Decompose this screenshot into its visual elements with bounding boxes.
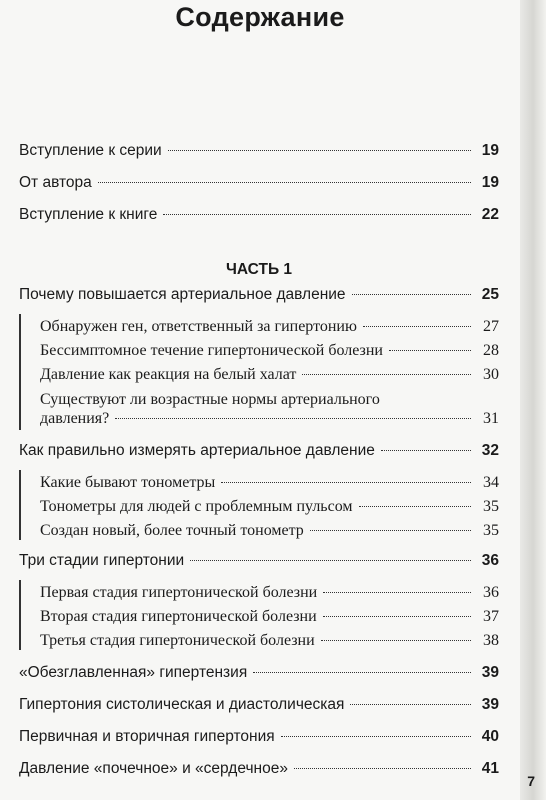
toc-entry-page: 30 [483, 366, 499, 383]
dot-leader [190, 560, 471, 561]
toc-subentry[interactable] [19, 318, 499, 342]
toc-entry-label-line1: Существуют ли возрастные нормы артериального [40, 391, 380, 408]
dot-leader [221, 482, 471, 483]
page-number: 7 [527, 773, 535, 789]
toc-entry-page: 19 [481, 142, 499, 159]
toc-entry-label: Бессимптомное течение гипертонической болезни [40, 342, 383, 359]
dot-leader [321, 640, 471, 641]
toc-entry-line2 [40, 410, 499, 434]
toc-entry-label: Тонометры для людей с проблемным пульсом [40, 498, 353, 515]
toc-entry-page: 28 [483, 342, 499, 359]
toc-section-7[interactable] [19, 760, 499, 792]
toc-entry-page: 36 [481, 552, 499, 569]
page-edge-shadow [520, 0, 546, 800]
toc-entry-page: 19 [481, 174, 499, 191]
toc-subentry[interactable] [19, 474, 499, 498]
toc-subentry-multiline[interactable] [19, 390, 499, 436]
toc-entry-label: Три стадии гипертонии [19, 552, 185, 569]
toc-entry-label: Вступление к книге [19, 206, 158, 223]
toc-section-5[interactable] [19, 696, 499, 728]
toc-entry-label: Гипертония систолическая и диастолическая [19, 696, 345, 713]
dot-leader [352, 294, 471, 295]
toc-entry-page: 22 [481, 206, 499, 223]
dot-leader [350, 704, 471, 705]
toc-section-3[interactable] [19, 552, 499, 584]
toc-section-group [19, 442, 499, 546]
toc-entry-page: 31 [483, 410, 499, 427]
dot-leader [168, 150, 471, 151]
toc-entry-label: «Обезглавленная» гипертензия [19, 664, 248, 681]
dot-leader [281, 736, 471, 737]
toc-subentry[interactable] [19, 342, 499, 366]
toc-section-2[interactable] [19, 442, 499, 474]
toc-section-group [19, 286, 499, 436]
toc-entry-intro-book[interactable] [19, 206, 499, 238]
toc-entry-label: Почему повышается артериальное давление [19, 286, 346, 303]
dot-leader [294, 768, 471, 769]
toc-subentry[interactable] [19, 366, 499, 390]
toc-section-1[interactable] [19, 286, 499, 318]
toc-entry-page: 39 [481, 664, 499, 681]
toc-subentry[interactable] [19, 584, 499, 608]
toc-subentry[interactable] [19, 608, 499, 632]
toc-entry-label: Как правильно измерять артериальное давление [19, 442, 375, 459]
toc-entry-label: Создан новый, более точный тонометр [40, 522, 304, 539]
toc-entry-label: Третья стадия гипертонической болезни [40, 632, 315, 649]
toc-entry-page: 41 [481, 760, 499, 777]
dot-leader [359, 506, 471, 507]
toc-entry-page: 37 [483, 608, 499, 625]
toc-entry-intro-series[interactable] [19, 142, 499, 174]
toc-entry-page: 34 [483, 474, 499, 491]
dot-leader [310, 530, 471, 531]
dot-leader [98, 182, 471, 183]
toc-entry-label: Первая стадия гипертонической болезни [40, 584, 318, 601]
toc-entry-page: 35 [483, 522, 499, 539]
table-of-contents [19, 142, 499, 792]
dot-leader [323, 616, 471, 617]
toc-entry-from-author[interactable] [19, 174, 499, 206]
toc-entry-page: 35 [483, 498, 499, 515]
dot-leader [381, 450, 471, 451]
toc-section-4[interactable] [19, 664, 499, 696]
dot-leader [253, 672, 471, 673]
toc-entry-page: 39 [481, 696, 499, 713]
spacer [19, 238, 499, 254]
toc-entry-page: 38 [483, 632, 499, 649]
toc-entry-page: 36 [483, 584, 499, 601]
toc-entry-label-line2: давления? [40, 410, 110, 427]
dot-leader [363, 326, 471, 327]
dot-leader [323, 592, 471, 593]
toc-section-group [19, 552, 499, 656]
toc-entry-page: 32 [481, 442, 499, 459]
toc-entry-page: 25 [481, 286, 499, 303]
part-heading: ЧАСТЬ 1 [225, 261, 293, 278]
toc-entry-label: От автора [19, 174, 92, 191]
dot-leader [115, 418, 471, 419]
toc-entry-label: Вступление к серии [19, 142, 162, 159]
toc-entry-label: Обнаружен ген, ответственный за гипертонию [40, 318, 357, 335]
toc-entry-label: Давление «почечное» и «сердечное» [19, 760, 288, 777]
toc-entry-label: Давление как реакция на белый халат [40, 366, 297, 383]
toc-subentry[interactable] [19, 522, 499, 546]
page-title: Содержание [175, 2, 345, 32]
toc-entry-label: Какие бывают тонометры [40, 474, 216, 491]
dot-leader [302, 374, 471, 375]
toc-entry-page: 40 [481, 728, 499, 745]
toc-section-6[interactable] [19, 728, 499, 760]
toc-subentry[interactable] [19, 498, 499, 522]
dot-leader [389, 350, 471, 351]
toc-entry-label: Первичная и вторичная гипертония [19, 728, 275, 745]
dot-leader [163, 214, 471, 215]
toc-subentry[interactable] [19, 632, 499, 656]
toc-entry-page: 27 [483, 318, 499, 335]
toc-entry-label: Вторая стадия гипертонической болезни [40, 608, 317, 625]
